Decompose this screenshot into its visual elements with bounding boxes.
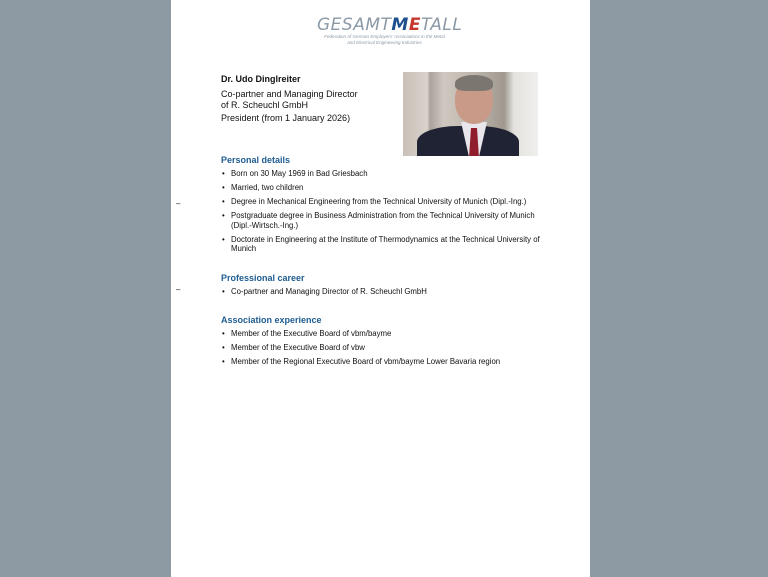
personal-details-list xyxy=(221,169,541,258)
person-president: President (from 1 January 2026) xyxy=(221,113,351,123)
list-item: • Doctorate in Engineering at the Institute of Thermodynamics at the Technical University of Munich xyxy=(222,234,540,254)
professional-career-list xyxy=(221,287,541,301)
list-item: • Co-partner and Managing Director of R. Scheuchl GmbH xyxy=(222,287,427,296)
list-item: • Degree in Mechanical Engineering from the Technical University of Munich (Dipl.-Ing.) xyxy=(222,197,527,207)
section-heading-professional-career: Professional career xyxy=(221,273,305,283)
list-item: • Born on 30 May 1969 in Bad Griesbach xyxy=(222,169,368,178)
section-heading-personal-details: Personal details xyxy=(221,155,291,165)
list-item: • Married, two children xyxy=(222,183,304,193)
logo-wordmark: GESAMTMETALL xyxy=(317,15,463,35)
list-item: • Postgraduate degree in Business Administration from the Technical University of Munich (Dipl.-Wirtsch.-Ing.) xyxy=(222,211,535,230)
person-name: Dr. Udo Dinglreiter xyxy=(221,74,301,84)
logo-subtitle: Federation of German Employers' Associations in the Metal and Electrical Engineering Industries xyxy=(324,34,445,45)
person-role: Co-partner and Managing Director of R. Scheuchl GmbH xyxy=(221,89,358,110)
list-item: • Member of the Executive Board of vbm/bayme xyxy=(222,329,392,338)
portrait-photo xyxy=(403,72,538,156)
list-item: • Member of the Executive Board of vbw xyxy=(222,343,365,353)
margin-mark: – xyxy=(176,285,181,294)
document-page xyxy=(171,0,590,577)
list-item: • Member of the Regional Executive Board of vbm/bayme Lower Bavaria region xyxy=(222,357,501,367)
section-heading-association-experience: Association experience xyxy=(221,315,322,325)
gesamtmetall-logo xyxy=(317,15,463,46)
margin-mark: – xyxy=(176,199,181,208)
association-experience-list xyxy=(221,329,541,371)
